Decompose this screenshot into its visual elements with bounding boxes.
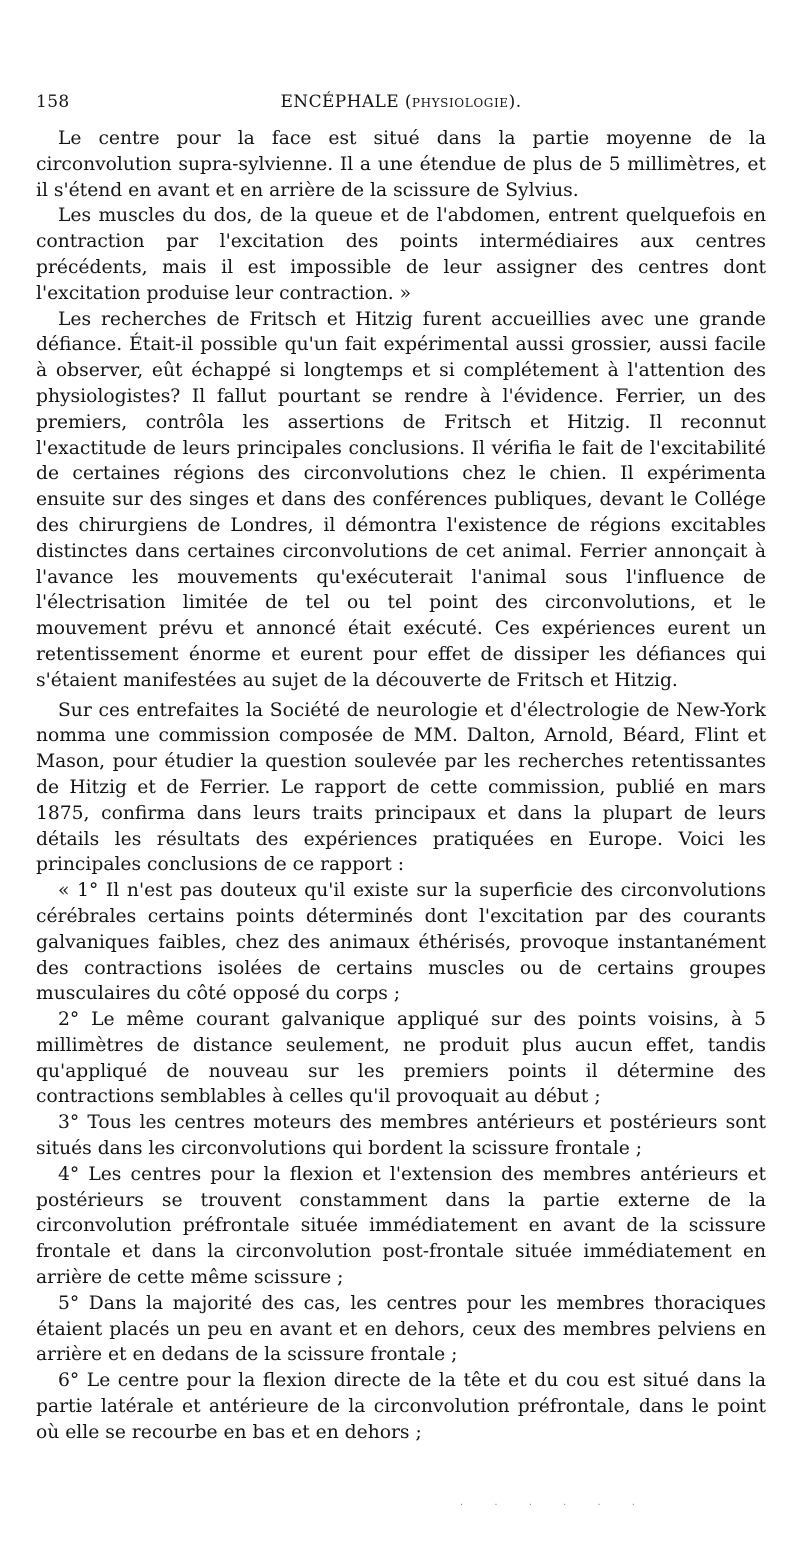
conclusion-4: 4° Les centres pour la flexion et l'extension des membres antérieurs et postérieurs se trouvent constamment dans la partie externe de la circonvolution préfrontale située immédiatement en avant de la scissure frontale et dans la circonvolution post-frontale située immédiatement en arrière de cette même scissure ;	[36, 1163, 766, 1289]
running-head	[36, 92, 766, 112]
conclusion-1: « 1° Il n'est pas douteux qu'il existe sur la superficie des circonvolutions cérébrales certains points déterminés dont l'excitation par des courants galvaniques faibles, chez des animaux éthérisés, provoque instantanément des contractions isolées de certains muscles ou de certains groupes musculaires du côté opposé du corps ;	[36, 880, 766, 1005]
conclusion-3: 3° Tous les centres moteurs des membres antérieurs et postérieurs sont situés dans les circonvolutions qui bordent la scissure frontale ;	[36, 1112, 766, 1160]
conclusion-6: 6° Le centre pour la flexion directe de la tête et du cou est situé dans la partie latérale et antérieure de la circonvolution préfrontale, dans le point où elle se recourbe en bas et en dehors ;	[36, 1370, 766, 1443]
page-number: 158	[36, 92, 70, 112]
paragraph-new-york-commission: Sur ces entrefaites la Société de neurologie et d'électrologie de New-York nomma une commission composée de MM. Dalton, Arnold, Béard, Flint et Mason, pour étudier la question soulevée par les recherches retentissantes de Hitzig et de Ferrier. Le rapport de cette commission, publié en mars 1875, confirma dans leurs traits principaux et dans la plupart de leurs détails les résultats des expériences pratiquées en Europe. Voici les principales conclusions de ce rapport :	[36, 699, 766, 876]
running-head-subtitle: PHYSIOLOGIE	[411, 96, 509, 110]
print-specks: · · · · · ·	[460, 1500, 649, 1511]
conclusion-5: 5° Dans la majorité des cas, les centres pour les membres thoraciques étaient placés un peu en avant et en dehors, ceux des membres pelviens en arrière et en dedans de la scissure frontale ;	[36, 1292, 766, 1366]
running-head-end: ).	[508, 92, 522, 112]
body-text	[36, 126, 766, 1446]
paragraph-face-center: Le centre pour la face est situé dans la partie moyenne de la circonvolution supra-sylvienne. Il a une étendue de plus de 5 millimètres, et il s'étend en avant et en arrière de la scissure de Sylvius.	[36, 128, 766, 201]
running-head-main: ENCÉPHALE (	[280, 92, 412, 112]
document-page	[36, 92, 766, 1446]
paragraph-back-muscles: Les muscles du dos, de la queue et de l'abdomen, entrent quelquefois en contraction par l'excitation des points intermédiaires aux centres précédents, mais il est impossible de leur assigner des centres dont l'excitation produise leur contraction. »	[36, 205, 766, 304]
paragraph-fritsch-hitzig: Les recherches de Fritsch et Hitzig furent accueillies avec une grande défiance. Était-il possible qu'un fait expérimental aussi grossier, aussi facile à observer, eût échappé si longtemps et si complétement à l'attention des physiologistes? Il fallut pourtant se rendre à l'évidence. Ferrier, un des premiers, contrôla les assertions de Fritsch et Hitzig. Il reconnut l'exactitude de leurs principales conclusions. Il vérifia le fait de l'excitabilité de certaines régions des circonvolutions chez le chien. Il expérimenta ensuite sur des singes et dans des conférences publiques, devant le Collége des chirurgiens de Londres, il démontra l'existence de régions excitables distinctes dans certaines circonvolutions de cet animal. Ferrier annonçait à l'avance les mouvements qu'exécuterait l'animal sous l'influence de l'électrisation limitée de tel ou tel point des circonvolutions, et le mouvement prévu et annoncé était exécuté. Ces expériences eurent un retentissement énorme et eurent pour effet de dissiper les défiances qui s'étaient manifestées au sujet de la découverte de Fritsch et Hitzig.	[36, 308, 766, 691]
page-header	[36, 92, 766, 122]
conclusion-2: 2° Le même courant galvanique appliqué sur des points voisins, à 5 millimètres de distance seulement, ne produit plus aucun effet, tandis qu'appliqué de nouveau sur les premiers points il détermine des contractions semblables à celles qu'il provoquait au début ;	[36, 1009, 766, 1108]
